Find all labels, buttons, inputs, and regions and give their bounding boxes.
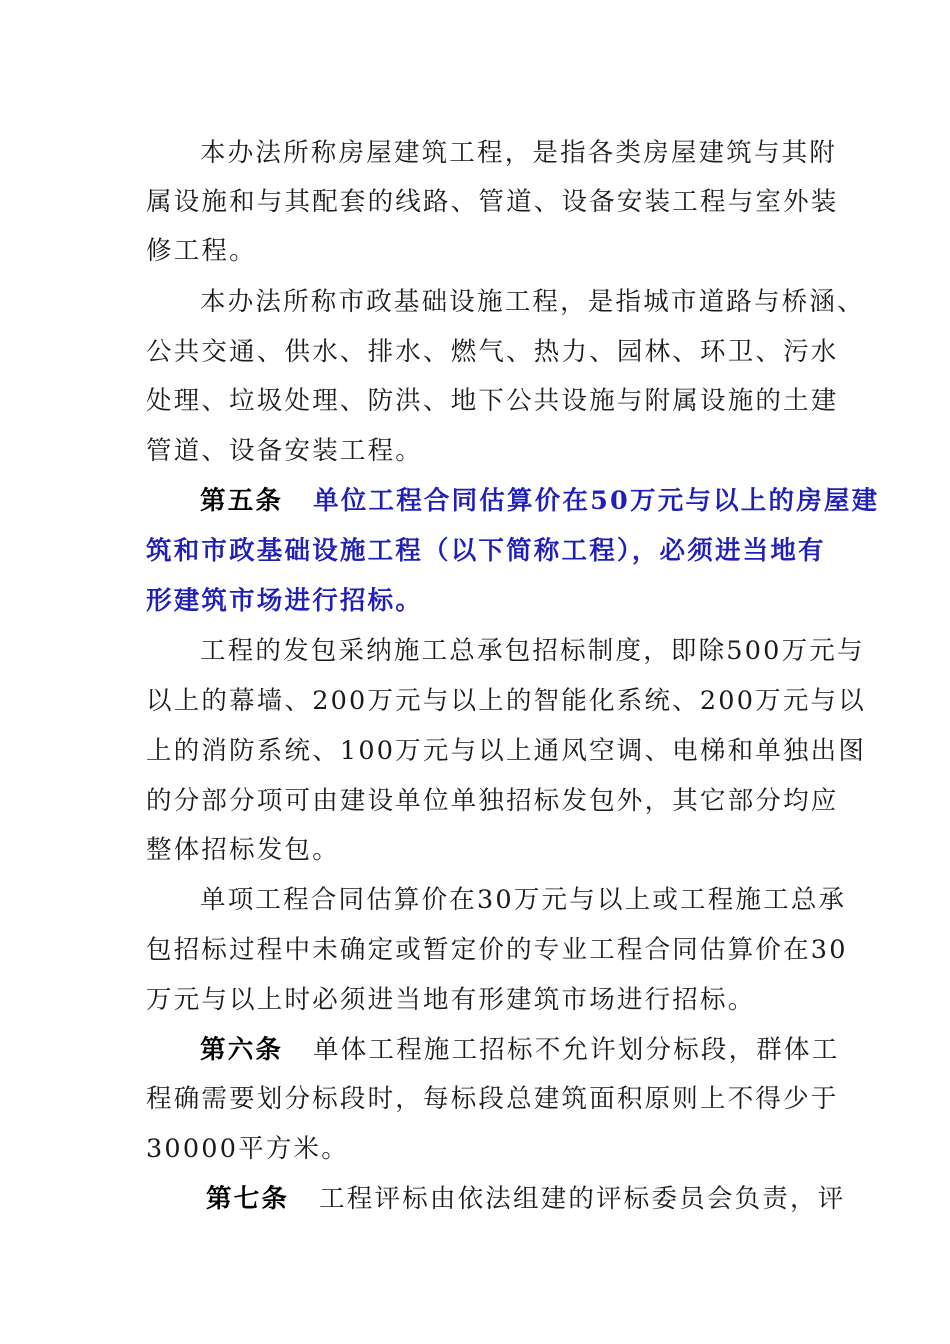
paragraph-4-line-5: 整体招标发包。 <box>146 835 340 865</box>
article-7-text-1: 工程评标由依法组建的评标委员会负责，评 <box>319 1184 846 1214</box>
article-6-text-1: 单体工程施工招标不允许划分标段，群体工 <box>313 1035 840 1065</box>
paragraph-4-line-3: 上的消防系统、100万元与以上通风空调、电梯和单独出图 <box>146 736 867 766</box>
paragraph-5-line-1: 单项工程合同估算价在30万元与以上或工程施工总承 <box>200 885 847 915</box>
paragraph-1-line-2: 属设施和与其配套的线路、管道、设备安装工程与室外装 <box>146 187 839 217</box>
paragraph-4-line-1: 工程的发包采纳施工总承包招标制度，即除500万元与 <box>200 636 865 666</box>
article-5-line-2: 筑和市政基础设施工程（以下简称工程），必须进当地有 <box>146 536 826 566</box>
paragraph-2-line-2: 公共交通、供水、排水、燃气、热力、园林、环卫、污水 <box>146 337 839 367</box>
paragraph-1-line-1: 本办法所称房屋建筑工程，是指各类房屋建筑与其附 <box>200 138 838 168</box>
article-6-line-3: 30000平方米。 <box>146 1134 349 1164</box>
paragraph-5-line-3: 万元与以上时必须进当地有形建筑市场进行招标。 <box>146 985 756 1015</box>
article-5-line-3: 形建筑市场进行招标。 <box>146 586 424 616</box>
paragraph-2-line-3: 处理、垃圾处理、防洪、地下公共设施与附属设施的土建 <box>146 386 839 416</box>
article-5-line-1 <box>200 484 880 518</box>
article-6-line-1 <box>200 1033 880 1067</box>
paragraph-4-line-2: 以上的幕墙、200万元与以上的智能化系统、200万元与以 <box>146 686 866 716</box>
article-7-line-1 <box>206 1182 886 1216</box>
paragraph-1-line-3: 修工程。 <box>146 236 257 266</box>
article-7-heading: 第七条 <box>206 1184 290 1214</box>
paragraph-2-line-4: 管道、设备安装工程。 <box>146 436 424 466</box>
article-6-line-2: 程确需要划分标段时，每标段总建筑面积原则上不得少于 <box>146 1084 839 1114</box>
article-5-text-1: 单位工程合同估算价在50万元与以上的房屋建 <box>313 486 880 516</box>
paragraph-4-line-4: 的分部分项可由建设单位单独招标发包外，其它部分均应 <box>146 786 839 816</box>
paragraph-2-line-1: 本办法所称市政基础设施工程，是指城市道路与桥涵、 <box>200 287 865 317</box>
article-6-heading: 第六条 <box>200 1035 284 1065</box>
article-5-heading: 第五条 <box>200 486 284 516</box>
paragraph-5-line-2: 包招标过程中未确定或暂定价的专业工程合同估算价在30 <box>146 935 848 965</box>
